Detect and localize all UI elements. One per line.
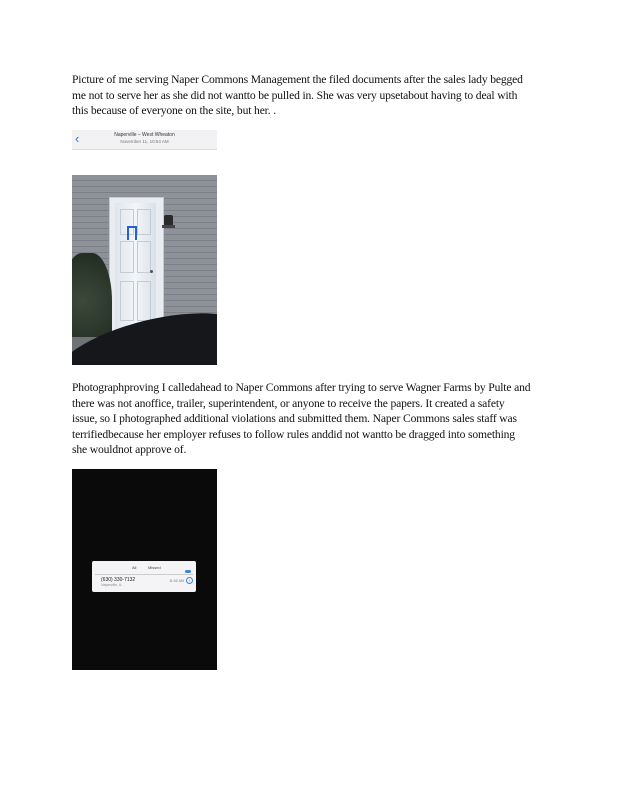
call-location: Naperville, IL xyxy=(101,583,122,587)
door-photo xyxy=(72,175,217,365)
call-phone-number: (630) 330-7132 xyxy=(101,577,136,583)
call-log-card xyxy=(92,561,196,592)
chevron-left-icon: ‹ xyxy=(75,131,80,146)
call-log-photo xyxy=(72,469,217,670)
body-paragraph-1: Picture of me serving Naper Commons Management the filed documents after the sales lady begged me not to serve her as she did not wantto be pulled in. She was very upsetabout having to deal with this because of everyone on the site, but her. . xyxy=(72,73,523,117)
tab-missed: Missed xyxy=(148,565,161,570)
photo-location-header xyxy=(72,130,217,150)
tab-all: All xyxy=(132,565,137,570)
door xyxy=(115,203,156,333)
door-knob xyxy=(150,270,153,273)
photo-location-text: Naperville – West Wheaton xyxy=(114,132,175,138)
photo-date-text: November 11, 10:54 AM xyxy=(120,139,169,144)
toggle-icon xyxy=(185,570,191,573)
call-time: 11:02 AM xyxy=(169,579,184,583)
body-paragraph-2: Photographproving I calledahead to Naper Commons after trying to serve Wagner Farms by Pulte and there was not anoffice, trailer, superintendent, or anyone to receive the papers. It created a safety issue, so I photographed additional violations and submitted them. Naper Commons sales staff was terrifiedbecause her employer refuses to follow rules anddid not wantto be dragged into something she wouldnot approve of. xyxy=(72,381,531,456)
info-icon: i xyxy=(186,577,193,584)
